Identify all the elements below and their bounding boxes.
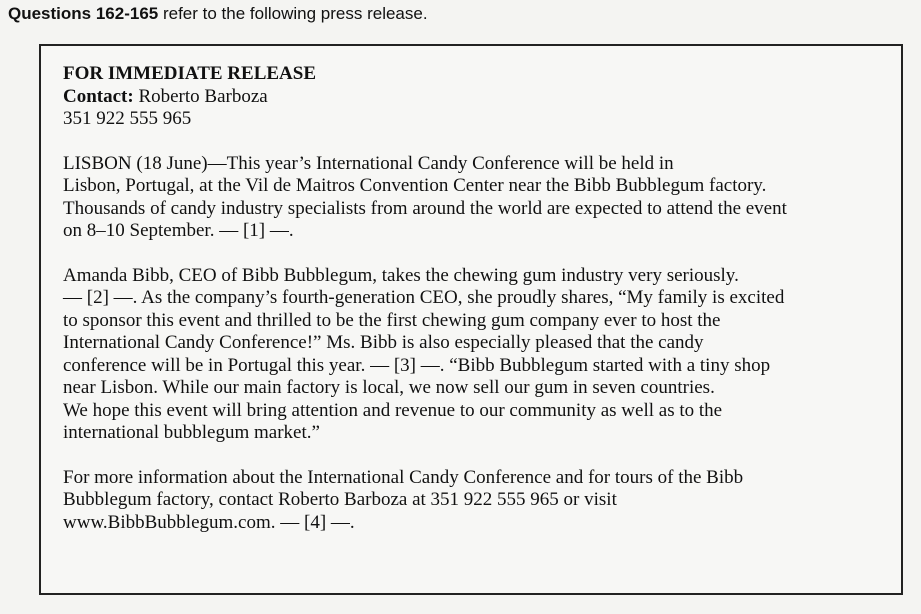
paragraph-1 (63, 153, 901, 243)
paragraph-3 (63, 467, 901, 535)
paragraph-line: — [2] —. As the company’s fourth-generation CEO, she proudly shares, “My family is excited (63, 287, 785, 308)
contact-phone: 351 922 555 965 (63, 108, 192, 129)
paragraph-line: on 8–10 September. — [1] —. (63, 220, 294, 241)
paragraph-line: conference will be in Portugal this year. — [3] —. “Bibb Bubblegum started with a tiny shop (63, 354, 771, 376)
paragraph-line: www.BibbBubblegum.com. — [4] —. (63, 511, 355, 533)
release-heading: FOR IMMEDIATE RELEASE (63, 63, 317, 84)
paragraph-line: LISBON (18 June)—This year’s International Candy Conference will be held in (63, 152, 674, 174)
paragraph-line: Lisbon, Portugal, at the Vil de Maitros Convention Center near the Bibb Bubblegum factory. (63, 175, 767, 196)
paragraph-spacer (63, 445, 901, 467)
press-release-box (39, 44, 903, 595)
paragraph-line: Amanda Bibb, CEO of Bibb Bubblegum, takes the chewing gum industry very seriously. (63, 264, 739, 286)
paragraph-2 (63, 265, 901, 445)
paragraph-line: International Candy Conference!” Ms. Bibb is also especially pleased that the candy (63, 332, 704, 353)
paragraph-line: We hope this event will bring attention and revenue to our community as well as to the (63, 399, 723, 421)
question-instruction (8, 4, 428, 24)
paragraph-spacer (63, 243, 901, 265)
question-range: Questions 162-165 (8, 4, 159, 23)
paragraph-line: For more information about the International Candy Conference and for tours of the Bibb (63, 466, 744, 488)
paragraph-spacer (63, 131, 901, 153)
paragraph-line: Thousands of candy industry specialists from around the world are expected to attend the event (63, 197, 787, 219)
contact-name: Roberto Barboza (133, 85, 268, 107)
paragraph-line: Bubblegum factory, contact Roberto Barboza at 351 922 555 965 or visit (63, 489, 617, 510)
contact-line (63, 86, 901, 109)
instruction-text: refer to the following press release. (158, 4, 428, 23)
paragraph-line: international bubblegum market.” (63, 422, 320, 443)
paragraph-line: to sponsor this event and thrilled to be the first chewing gum company ever to host the (63, 309, 721, 331)
paragraph-line: near Lisbon. While our main factory is local, we now sell our gum in seven countries. (63, 377, 715, 398)
contact-label: Contact: (63, 85, 134, 107)
